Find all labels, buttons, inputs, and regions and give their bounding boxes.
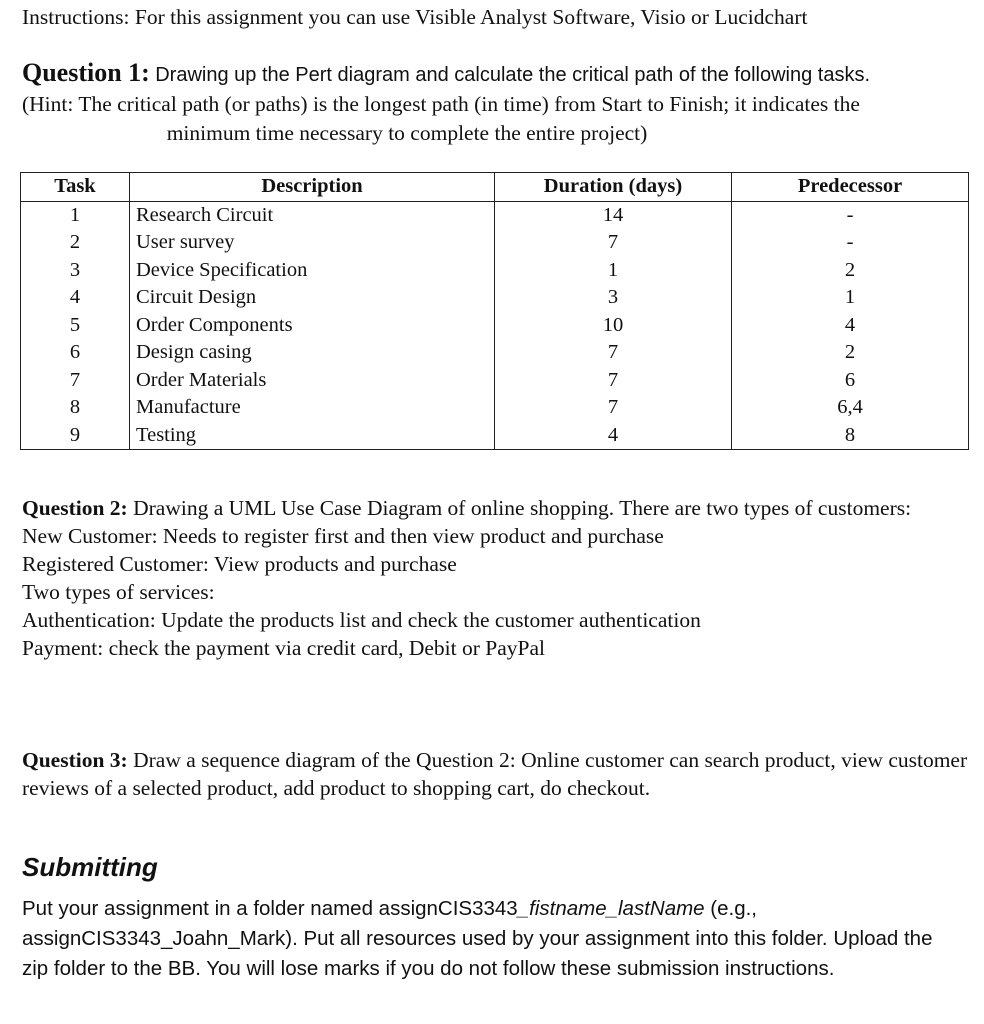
header-predecessor: Predecessor — [732, 173, 969, 202]
question-2 — [22, 494, 972, 662]
question-1-hint-line1: (Hint: The critical path (or paths) is the longest path (in time) from Start to Finish; it indicates the — [22, 92, 860, 116]
cell-predecessor: 4 — [732, 312, 969, 340]
cell-duration: 4 — [495, 422, 732, 450]
cell-task: 7 — [21, 367, 130, 395]
cell-task: 1 — [21, 201, 130, 229]
cell-predecessor: 2 — [732, 339, 969, 367]
cell-duration: 7 — [495, 394, 732, 422]
cell-predecessor: 1 — [732, 284, 969, 312]
task-table — [20, 172, 969, 450]
cell-description: Order Materials — [130, 367, 495, 395]
cell-predecessor: - — [732, 229, 969, 257]
cell-task: 4 — [21, 284, 130, 312]
cell-predecessor: 8 — [732, 422, 969, 450]
cell-duration: 3 — [495, 284, 732, 312]
cell-description: Design casing — [130, 339, 495, 367]
cell-description: Circuit Design — [130, 284, 495, 312]
question-2-heading: Question 2: — [22, 496, 128, 520]
question-3-heading: Question 3: — [22, 748, 128, 772]
question-1-text: Drawing up the Pert diagram and calculate the critical path of the following tasks. — [155, 64, 871, 86]
table-row — [21, 229, 969, 257]
question-1 — [22, 58, 972, 148]
table-row — [21, 339, 969, 367]
cell-task: 2 — [21, 229, 130, 257]
submitting-text-part3: (e.g., assignCIS3343_Joahn_Mark). Put all resources used by your assignment into this folder. Upload the zip folder to the BB. You will lose marks if you do not follow these submission instructions. — [22, 897, 933, 980]
cell-duration: 7 — [495, 367, 732, 395]
table-row — [21, 422, 969, 450]
cell-task: 9 — [21, 422, 130, 450]
table-row — [21, 312, 969, 340]
question-2-line: Registered Customer: View products and purchase — [22, 552, 457, 576]
cell-task: 6 — [21, 339, 130, 367]
question-2-line: Authentication: Update the products list and check the customer authentication — [22, 608, 701, 632]
question-2-line: Payment: check the payment via credit card, Debit or PayPal — [22, 636, 545, 660]
cell-description: Testing — [130, 422, 495, 450]
cell-duration: 10 — [495, 312, 732, 340]
table-row — [21, 284, 969, 312]
cell-description: User survey — [130, 229, 495, 257]
submitting-text-italic: _fistname_lastName — [517, 897, 705, 920]
submitting-text-part1: Put your assignment in a folder named assignCIS3343 — [22, 897, 518, 920]
cell-duration: 7 — [495, 339, 732, 367]
cell-duration: 14 — [495, 201, 732, 229]
cell-duration: 7 — [495, 229, 732, 257]
cell-predecessor: 6,4 — [732, 394, 969, 422]
question-2-text: Drawing a UML Use Case Diagram of online shopping. There are two types of customers: — [133, 496, 912, 520]
instructions-text: Instructions: For this assignment you can use Visible Analyst Software, Visio or Lucidchart — [22, 5, 808, 29]
submitting-title: Submitting — [22, 852, 158, 882]
cell-task: 8 — [21, 394, 130, 422]
cell-description: Order Components — [130, 312, 495, 340]
header-duration: Duration (days) — [495, 173, 732, 202]
cell-task: 3 — [21, 257, 130, 285]
question-3 — [22, 746, 972, 802]
cell-predecessor: - — [732, 201, 969, 229]
cell-duration: 1 — [495, 257, 732, 285]
cell-predecessor: 2 — [732, 257, 969, 285]
cell-predecessor: 6 — [732, 367, 969, 395]
table-row — [21, 201, 969, 229]
cell-description: Research Circuit — [130, 201, 495, 229]
table-row — [21, 367, 969, 395]
submitting-instructions — [22, 894, 962, 984]
cell-description: Device Specification — [130, 257, 495, 285]
question-2-line: Two types of services: — [22, 580, 215, 604]
cell-description: Manufacture — [130, 394, 495, 422]
table-row — [21, 394, 969, 422]
question-3-text: Draw a sequence diagram of the Question 2: Online customer can search product, view customer reviews of a selected product, add product to shopping cart, do checkout. — [22, 748, 968, 800]
question-2-line: New Customer: Needs to register first and then view product and purchase — [22, 524, 664, 548]
header-task: Task — [21, 173, 130, 202]
question-1-heading: Question 1: — [22, 58, 150, 87]
table-header-row — [21, 173, 969, 202]
table-row — [21, 257, 969, 285]
question-1-hint-line2: minimum time necessary to complete the entire project) — [166, 121, 648, 145]
header-description: Description — [130, 173, 495, 202]
cell-task: 5 — [21, 312, 130, 340]
